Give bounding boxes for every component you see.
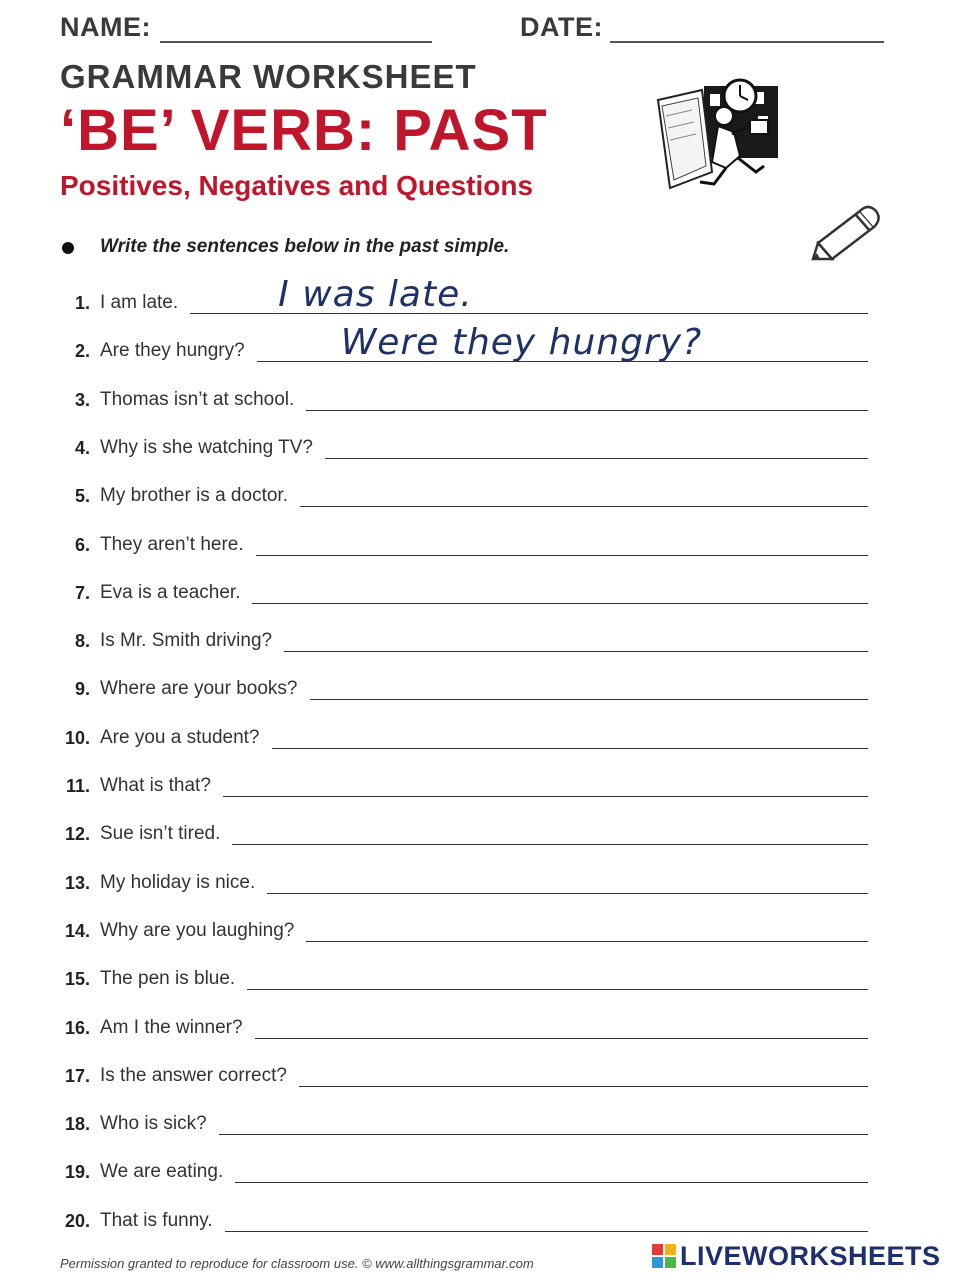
exercise-item bbox=[54, 1198, 868, 1232]
item-number: 20. bbox=[64, 1210, 90, 1231]
item-prompt: I am late. bbox=[100, 292, 179, 313]
bullet-point bbox=[62, 242, 74, 254]
exercise-item bbox=[54, 377, 868, 411]
item-number: 12. bbox=[64, 824, 90, 845]
brand-name: LIVEWORKSHEETS bbox=[680, 1240, 941, 1271]
item-number: 18. bbox=[64, 1114, 90, 1135]
item-number: 8. bbox=[74, 631, 90, 652]
answer-field[interactable] bbox=[235, 1148, 868, 1183]
answer-field[interactable] bbox=[247, 955, 868, 990]
item-prompt: Am I the winner? bbox=[100, 1016, 243, 1038]
answer-field[interactable] bbox=[300, 472, 868, 507]
item-number: 15. bbox=[64, 969, 90, 990]
answer-field[interactable] bbox=[267, 859, 868, 894]
item-prompt: Is the answer correct? bbox=[100, 1064, 287, 1086]
item-number: 13. bbox=[64, 872, 90, 893]
answer-field[interactable] bbox=[190, 274, 868, 315]
item-number: 9. bbox=[74, 679, 90, 700]
item-prompt: Are they hungry? bbox=[100, 340, 245, 362]
exercise-item bbox=[54, 908, 868, 942]
item-prompt: Why are you laughing? bbox=[100, 919, 295, 941]
item-number: 5. bbox=[74, 486, 90, 507]
item-number: 6. bbox=[74, 534, 90, 555]
answer-text: I was late. bbox=[278, 274, 473, 315]
item-prompt: Are you a student? bbox=[100, 726, 260, 748]
item-prompt: Eva is a teacher. bbox=[100, 581, 241, 603]
exercise-item bbox=[54, 1005, 868, 1039]
answer-field[interactable] bbox=[232, 810, 868, 845]
running-man-clock-icon bbox=[652, 72, 782, 192]
answer-field[interactable] bbox=[272, 714, 869, 749]
exercise-item bbox=[54, 1149, 868, 1183]
item-prompt: Is Mr. Smith driving? bbox=[100, 630, 273, 652]
item-prompt: Where are your books? bbox=[100, 678, 298, 700]
exercise-item bbox=[54, 473, 868, 507]
item-number: 14. bbox=[64, 920, 90, 941]
exercise-item bbox=[54, 956, 868, 990]
item-prompt: The pen is blue. bbox=[100, 968, 236, 990]
exercise-item bbox=[54, 715, 868, 749]
item-number: 10. bbox=[64, 727, 90, 748]
answer-field[interactable] bbox=[306, 907, 868, 942]
exercise-item bbox=[54, 811, 868, 845]
name-label: NAME: bbox=[60, 12, 151, 42]
item-number: 7. bbox=[74, 582, 90, 603]
item-number: 2. bbox=[74, 341, 90, 362]
item-prompt: Sue isn’t tired. bbox=[100, 823, 221, 845]
worksheet-subtitle: Positives, Negatives and Questions bbox=[60, 170, 534, 201]
exercise-item bbox=[54, 522, 868, 556]
answer-field[interactable] bbox=[223, 762, 868, 797]
item-prompt: My holiday is nice. bbox=[100, 871, 256, 893]
item-prompt: They aren’t here. bbox=[100, 533, 244, 555]
instruction-text: Write the sentences below in the past simple. bbox=[100, 236, 510, 257]
answer-field[interactable] bbox=[252, 569, 868, 604]
answer-field[interactable] bbox=[299, 1052, 868, 1087]
answer-field[interactable] bbox=[325, 424, 868, 459]
exercise-item bbox=[54, 1101, 868, 1135]
permission-footer: Permission granted to reproduce for classroom use. © www.allthingsgrammar.com bbox=[60, 1256, 534, 1271]
item-prompt: Thomas isn’t at school. bbox=[100, 388, 295, 410]
exercise-item bbox=[54, 425, 868, 459]
item-prompt: Why is she watching TV? bbox=[100, 436, 313, 458]
item-number: 4. bbox=[74, 437, 90, 458]
item-number: 1. bbox=[74, 293, 90, 313]
item-prompt: My brother is a doctor. bbox=[100, 485, 288, 507]
item-prompt: That is funny. bbox=[100, 1209, 213, 1231]
exercise-item bbox=[54, 274, 868, 315]
name-field[interactable] bbox=[160, 41, 432, 43]
answer-field[interactable] bbox=[256, 521, 868, 556]
answer-field[interactable] bbox=[284, 617, 868, 652]
item-number: 3. bbox=[74, 389, 90, 410]
item-number: 16. bbox=[64, 1017, 90, 1038]
exercise-item bbox=[54, 322, 868, 364]
answer-text: Were they hungry? bbox=[340, 322, 703, 364]
date-label: DATE: bbox=[520, 12, 603, 42]
answer-field[interactable] bbox=[257, 322, 868, 364]
item-prompt: Who is sick? bbox=[100, 1113, 207, 1135]
exercise-item bbox=[54, 860, 868, 894]
answer-field[interactable] bbox=[310, 665, 869, 700]
date-field[interactable] bbox=[610, 41, 884, 43]
exercise-item bbox=[54, 570, 868, 604]
exercise-item bbox=[54, 1053, 868, 1087]
item-prompt: What is that? bbox=[100, 775, 211, 796]
item-number: 17. bbox=[64, 1065, 90, 1086]
answer-field[interactable] bbox=[219, 1100, 868, 1135]
item-number: 19. bbox=[64, 1162, 90, 1183]
liveworksheets-icon bbox=[652, 1244, 676, 1268]
worksheet-title: GRAMMAR WORKSHEET bbox=[60, 58, 477, 95]
answer-field[interactable] bbox=[255, 1004, 868, 1039]
exercise-item bbox=[54, 763, 868, 797]
pencil-icon bbox=[810, 203, 884, 261]
exercise-item bbox=[54, 666, 868, 700]
worksheet-topic: ‘BE’ VERB: PAST bbox=[60, 98, 548, 163]
brand-logo bbox=[652, 1240, 941, 1272]
answer-field[interactable] bbox=[306, 376, 868, 411]
item-prompt: We are eating. bbox=[100, 1161, 224, 1183]
item-number: 11. bbox=[65, 776, 90, 796]
answer-field[interactable] bbox=[225, 1197, 868, 1232]
exercise-item bbox=[54, 618, 868, 652]
